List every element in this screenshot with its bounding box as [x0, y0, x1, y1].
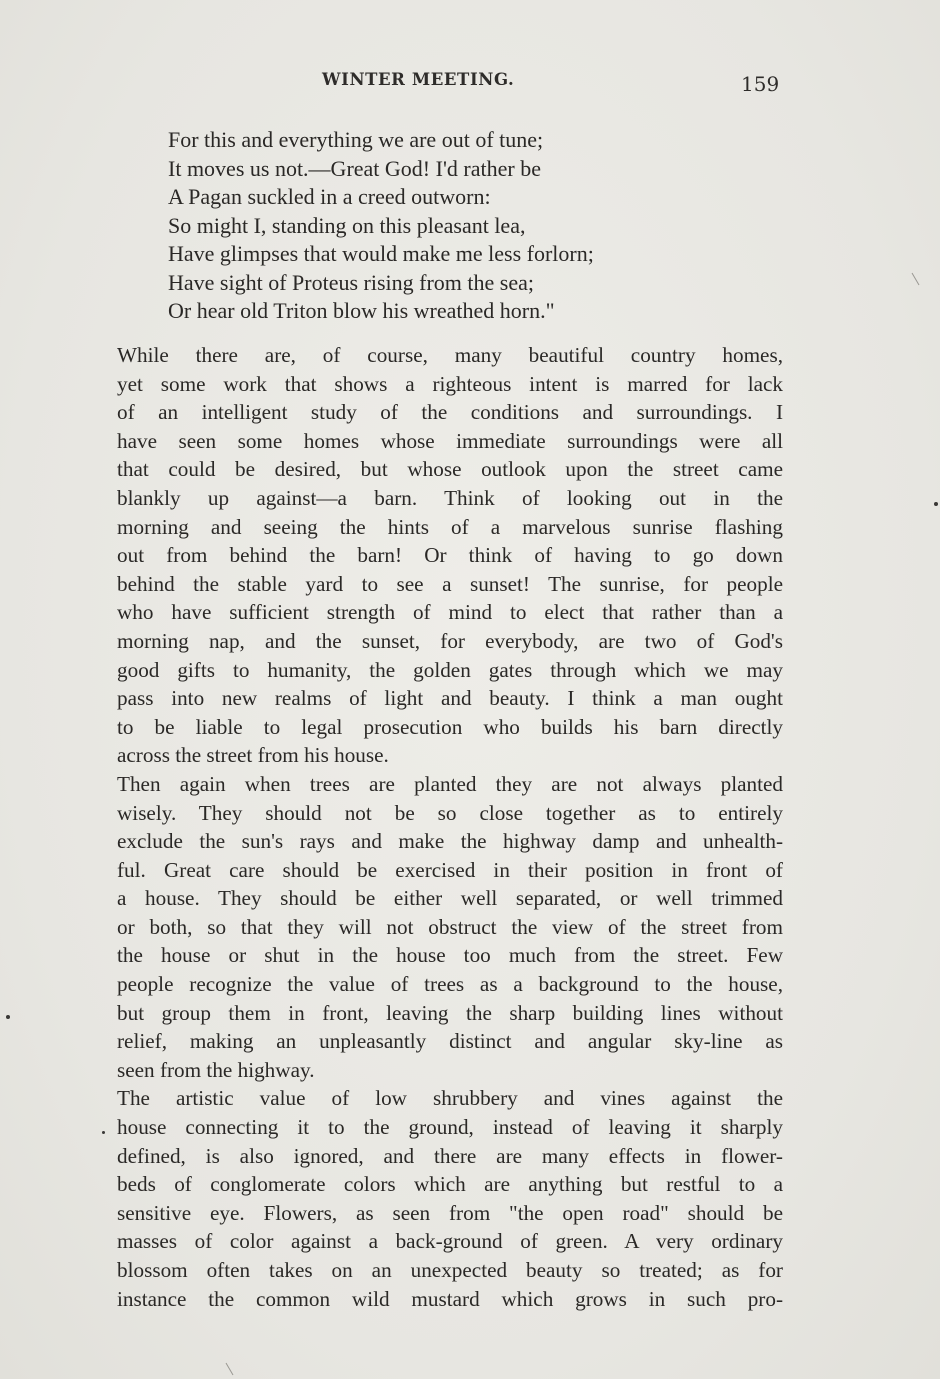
text-line: a house. They should be either well separated, or well trimmed: [117, 886, 783, 911]
text-line: morning and seeing the hints of a marvelous sunrise flashing: [117, 514, 783, 539]
text-line: who have sufficient strength of mind to elect that rather than a: [117, 600, 783, 625]
text-line: behind the stable yard to see a sunset! The sunrise, for people: [117, 571, 783, 596]
text-line: the house or shut in the house too much from the street. Few: [117, 943, 783, 968]
text-line: ful. Great care should be exercised in their position in front of: [117, 857, 783, 882]
text-line: pass into new realms of light and beauty. I think a man ought: [117, 686, 783, 711]
paper-scratch: [226, 1363, 234, 1376]
text-line: to be liable to legal prosecution who builds his barn directly: [117, 714, 783, 739]
text-line: across the street from his house.: [117, 743, 389, 768]
verse-line: It moves us not.—Great God! I'd rather be: [168, 155, 541, 181]
text-line: but group them in front, leaving the sharp building lines without: [117, 1000, 783, 1025]
paragraph: [117, 341, 783, 770]
text-line: seen from the highway.: [117, 1057, 315, 1082]
text-line: instance the common wild mustard which grows in such pro-: [117, 1286, 783, 1311]
verse-line: For this and everything we are out of tune;: [168, 127, 544, 152]
body-text: [117, 341, 783, 1313]
margin-speck: [6, 1015, 10, 1019]
text-line: sensitive eye. Flowers, as seen from "the open road" should be: [117, 1200, 783, 1225]
text-line: of an intelligent study of the conditions and surroundings. I: [117, 400, 783, 425]
text-line: yet some work that shows a righteous intent is marred for lack: [117, 371, 783, 396]
running-head: WINTER MEETING.: [322, 70, 515, 89]
margin-speck: [934, 502, 938, 506]
text-line: relief, making an unpleasantly distinct and angular sky-line as: [117, 1029, 783, 1054]
verse-line: So might I, standing on this pleasant lea,: [168, 212, 526, 238]
text-line: defined, is also ignored, and there are many effects in flower-: [117, 1143, 783, 1168]
verse-line: A Pagan suckled in a creed outworn:: [168, 184, 491, 209]
text-line: out from behind the barn! Or think of having to go down: [117, 543, 783, 568]
paragraph: [117, 1084, 783, 1313]
text-line: that could be desired, but whose outlook upon the street came: [117, 457, 783, 482]
text-line: blankly up against—a barn. Think of looking out in the: [117, 485, 783, 510]
text-line: have seen some homes whose immediate surroundings were all: [117, 428, 783, 453]
page-number: 159: [741, 72, 780, 96]
text-line: good gifts to humanity, the golden gates through which we may: [117, 657, 783, 682]
text-line: blossom often takes on an unexpected beauty so treated; as for: [117, 1258, 783, 1282]
verse-quotation: [168, 126, 594, 326]
text-line: wisely. They should not be so close together as to entirely: [117, 800, 783, 825]
text-line: people recognize the value of trees as a background to the house,: [117, 972, 783, 997]
text-line: Then again when trees are planted they are not always planted: [117, 771, 783, 796]
margin-speck: [102, 1131, 105, 1134]
text-line: or both, so that they will not obstruct the view of the street from: [117, 914, 783, 939]
text-line: house connecting it to the ground, instead of leaving it sharply: [117, 1115, 783, 1140]
text-line: beds of conglomerate colors which are anything but restful to a: [117, 1172, 783, 1197]
verse-line: Have glimpses that would make me less forlorn;: [168, 241, 594, 266]
verse-line: Or hear old Triton blow his wreathed horn.": [168, 298, 555, 323]
text-line: morning nap, and the sunset, for everybody, are two of God's: [117, 628, 783, 653]
text-line: exclude the sun's rays and make the highway damp and unhealth-: [117, 829, 783, 854]
verse-line: Have sight of Proteus rising from the sea;: [168, 269, 534, 295]
text-line: masses of color against a back-ground of green. A very ordinary: [117, 1229, 783, 1254]
text-line: While there are, of course, many beautiful country homes,: [117, 343, 783, 367]
text-line: The artistic value of low shrubbery and vines against the: [117, 1086, 783, 1111]
paragraph: [117, 770, 783, 1085]
paper-scratch: [912, 273, 920, 286]
